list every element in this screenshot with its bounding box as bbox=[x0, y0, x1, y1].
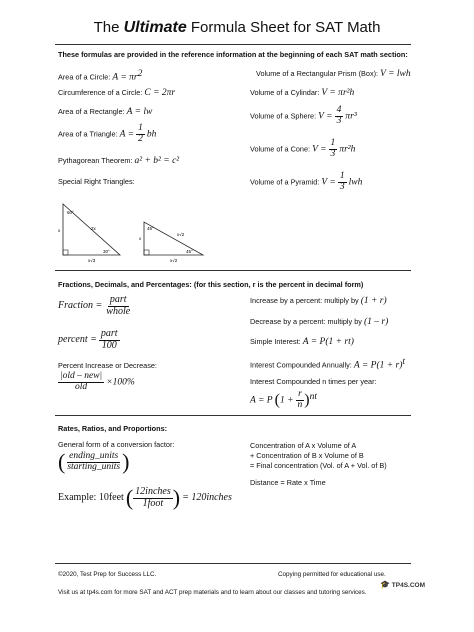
conversion-formula: ( $\frac{\text{ending\_units}}{\text{starting\_units}}$ ) bbox=[58, 449, 130, 474]
numerator: 4 bbox=[336, 105, 342, 115]
increase-percent bbox=[250, 296, 387, 306]
volume-cone bbox=[250, 139, 355, 160]
formula: V = bbox=[321, 177, 336, 188]
copyright: ©2020, Test Prep for Success LLC. bbox=[58, 571, 157, 578]
area-circle bbox=[58, 69, 142, 82]
formula: A = πr bbox=[112, 72, 138, 83]
divider bbox=[55, 44, 411, 45]
pythagorean bbox=[58, 156, 179, 166]
formula-label: Area of a Rectangle: bbox=[58, 107, 125, 116]
denominator: 3 bbox=[339, 181, 345, 192]
angle-label: 30° bbox=[103, 249, 110, 254]
angle-label: 45° bbox=[147, 226, 154, 231]
formula: V = lwh bbox=[380, 69, 411, 79]
formula: (1 + r) bbox=[360, 296, 387, 306]
formula-tail: bh bbox=[146, 129, 157, 140]
section-heading-fractions: Fractions, Decimals, and Percentages: (for this section, r is the percent in decimal form) bbox=[58, 280, 364, 289]
tp4s-logo bbox=[380, 580, 425, 589]
concentration-line-3: = Final concentration (Vol. of A + Vol. of B) bbox=[250, 461, 387, 470]
percent-change-formula bbox=[58, 372, 135, 393]
formula: (1 – r) bbox=[363, 317, 389, 327]
formula-tail: πr³ bbox=[345, 111, 357, 122]
denominator: n bbox=[297, 399, 303, 410]
numerator: 1 bbox=[330, 138, 336, 148]
numerator: 12inches bbox=[135, 486, 171, 497]
formula-label: Circumference of a Circle: bbox=[58, 88, 143, 97]
title-ultimate: Ultimate bbox=[123, 19, 187, 36]
side-label: x√3 bbox=[88, 258, 96, 263]
divider bbox=[55, 270, 411, 271]
formula-tail: πr²h bbox=[339, 144, 356, 155]
denominator: old bbox=[75, 381, 88, 392]
numerator: r bbox=[298, 389, 302, 399]
compound-annually bbox=[250, 357, 405, 370]
section-heading-rates: Rates, Ratios, and Proportions: bbox=[58, 424, 168, 433]
volume-sphere bbox=[250, 106, 357, 127]
simple-interest bbox=[250, 337, 354, 347]
numerator: ending_units bbox=[69, 450, 119, 461]
example-rhs: = 120inches bbox=[182, 491, 232, 503]
divider bbox=[55, 563, 411, 564]
formula: A = P(1 + rt) bbox=[302, 337, 354, 347]
formula-label: Increase by a percent: multiply by bbox=[250, 296, 359, 305]
angle-label: 45° bbox=[186, 249, 193, 254]
angle-label: 60° bbox=[67, 210, 74, 215]
decrease-percent bbox=[250, 317, 388, 327]
distance-formula: Distance = Rate x Time bbox=[250, 478, 326, 487]
formula-label: Simple Interest: bbox=[250, 337, 301, 346]
denominator: starting_units bbox=[67, 461, 121, 472]
percent-formula bbox=[58, 329, 120, 351]
percent-change-label: Percent Increase or Decrease: bbox=[58, 361, 157, 370]
section-heading-geometry: These formulas are provided in the reference information at the beginning of each SAT math section: bbox=[58, 50, 408, 59]
exponent: t bbox=[402, 357, 406, 367]
formula-label: Volume of a Cylindar: bbox=[250, 88, 320, 97]
side-label: x bbox=[139, 236, 142, 241]
exponent: nt bbox=[309, 391, 318, 402]
formula-label: Area of a Circle: bbox=[58, 72, 111, 82]
conversion-example: Example: 10feet ( $\frac{\text{12inches}}{\text{1foot}}$ ) = 120inches bbox=[58, 485, 232, 510]
formula: percent = bbox=[58, 333, 97, 345]
formula-label: Volume of a Pyramid: bbox=[250, 177, 320, 187]
formula: C = 2πr bbox=[144, 88, 176, 98]
numerator: |old – new| bbox=[60, 371, 103, 381]
formula-tail: ×100% bbox=[106, 377, 135, 388]
concentration-line-2: + Concentration of B x Volume of B bbox=[250, 451, 364, 460]
side-label: x√2 bbox=[170, 258, 178, 263]
formula-label: Interest Compounded Annually: bbox=[250, 360, 352, 370]
volume-cylinder bbox=[250, 88, 354, 98]
volume-pyramid bbox=[250, 172, 362, 193]
exponent: 2 bbox=[137, 69, 143, 79]
denominator: 100 bbox=[101, 339, 117, 351]
compound-n-label: Interest Compounded n times per year: bbox=[250, 377, 377, 386]
denominator: 1foot bbox=[142, 497, 164, 509]
formula: V = πr²h bbox=[321, 88, 355, 98]
area-rectangle bbox=[58, 107, 152, 117]
graduation-cap-icon: 🎓 bbox=[380, 580, 390, 589]
numerator: 1 bbox=[339, 171, 345, 181]
formula-part: 1 + bbox=[279, 395, 294, 406]
formula-tail: lwh bbox=[348, 177, 363, 188]
formula-label: Decrease by a percent: multiply by bbox=[250, 317, 362, 326]
denominator: 3 bbox=[330, 148, 336, 159]
formula-label: Volume of a Cone: bbox=[250, 144, 311, 154]
title-rest: Formula Sheet for SAT Math bbox=[190, 19, 381, 36]
copy-permission: Copying permitted for educational use. bbox=[278, 571, 386, 578]
side-label: x bbox=[58, 228, 61, 233]
area-triangle bbox=[58, 124, 156, 145]
side-label: x√2 bbox=[177, 232, 185, 237]
formula: A = P(1 + r) bbox=[353, 360, 403, 371]
formula: A = lw bbox=[126, 107, 153, 117]
formula: V = bbox=[312, 144, 327, 155]
formula: Fraction = bbox=[58, 299, 103, 311]
formula: V = bbox=[318, 111, 333, 122]
formula-label: Volume of a Rectangular Prism (Box): bbox=[256, 69, 379, 78]
triangle-45-45-90 bbox=[139, 222, 203, 263]
circumference bbox=[58, 88, 175, 98]
denominator: 2 bbox=[138, 133, 143, 144]
visit-link-text[interactable]: Visit us at tp4s.com for more SAT and ACT prep materials and to learn about our classes and tutoring services. bbox=[58, 589, 367, 596]
example-lhs: Example: 10feet bbox=[58, 491, 124, 503]
formula-label: Area of a Triangle: bbox=[58, 129, 118, 139]
logo-text: TP4S.COM bbox=[391, 582, 426, 589]
conversion-label: General form of a conversion factor: bbox=[58, 440, 175, 449]
page-title bbox=[0, 19, 474, 37]
concentration-line-1: Concentration of A x Volume of A bbox=[250, 441, 357, 450]
volume-box bbox=[256, 69, 411, 79]
special-right-triangles-diagram bbox=[55, 200, 215, 270]
side-label: 2x bbox=[91, 226, 96, 231]
formula: A = P bbox=[250, 395, 273, 406]
formula: A = bbox=[119, 129, 135, 140]
title-the: The bbox=[93, 19, 120, 36]
denominator: whole bbox=[106, 305, 131, 317]
formula-label: Pythagorean Theorem: bbox=[58, 156, 133, 165]
numerator: 1 bbox=[138, 123, 143, 133]
compound-n-formula: A = P (1 + $\frac{r}{n}$ )$^{nt}$ bbox=[250, 389, 318, 410]
formula-label: Volume of a Sphere: bbox=[250, 111, 317, 121]
numerator: part bbox=[100, 328, 118, 339]
numerator: part bbox=[109, 294, 127, 305]
formula: a² + b² = c² bbox=[134, 156, 180, 166]
fraction-formula bbox=[58, 295, 132, 317]
divider bbox=[55, 415, 411, 416]
triangle-30-60-90 bbox=[58, 204, 120, 263]
special-triangles-label: Special Right Triangles: bbox=[58, 177, 135, 186]
denominator: 3 bbox=[336, 115, 342, 126]
